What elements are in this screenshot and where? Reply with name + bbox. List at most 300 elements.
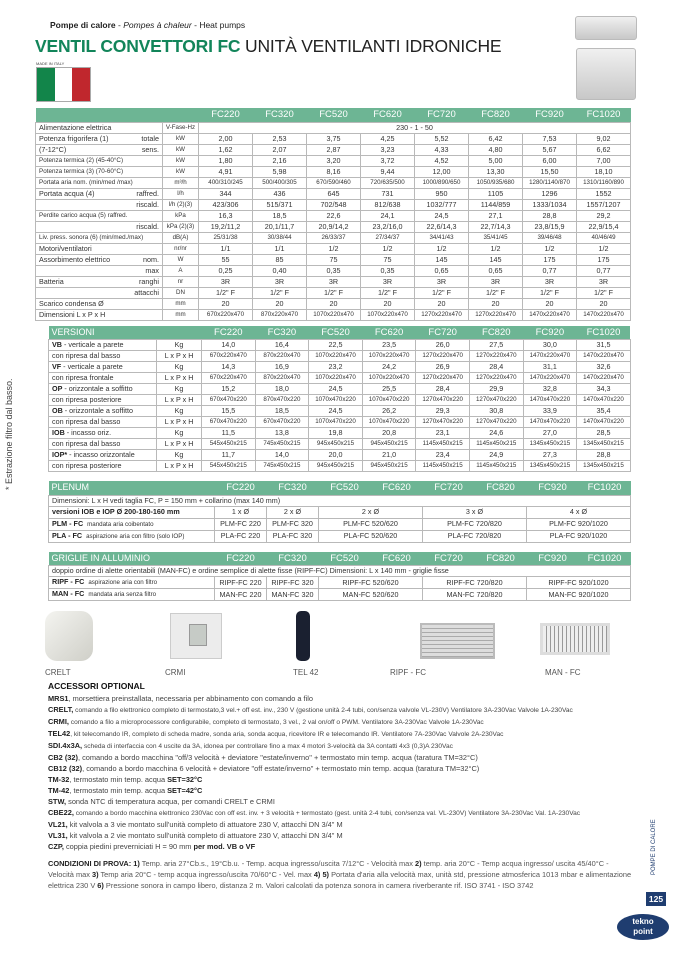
value-cell: 14,0 [255,450,309,461]
value-cell: 3R [253,276,307,287]
value-cell: 3R [199,276,253,287]
value-cell: 3R [469,276,523,287]
value-cell: 14,3 [202,362,256,373]
value-cell: 6,42 [469,133,523,144]
value-cell: 26,9 [416,362,470,373]
accessory-desc: , morsettiera preinstallata, necessaria per abbinamento con comando a filo [68,694,313,703]
product-label: MAN - FC [545,668,581,677]
label-sub: raffred. [136,188,159,198]
label-sub: totale [141,133,159,143]
value-cell: 400/310/245 [199,177,253,188]
row-label [36,309,163,320]
model-header: FC320 [267,481,319,495]
version-label [49,340,157,351]
model-header: FC720 [423,481,475,495]
value-cell: 23,4 [416,450,470,461]
value-cell: 20 [577,298,631,309]
value-cell: 28,4 [416,384,470,395]
row-label [36,232,163,243]
version-code: IOB [52,428,65,437]
value-cell: 3 x Ø [423,506,527,518]
value-cell: 175 [523,254,577,265]
value-cell: 2,53 [253,133,307,144]
table-row [36,122,631,133]
label-sub: max [145,265,159,275]
value-cell: 145 [415,254,469,265]
accessory-item [48,796,643,807]
label-main: Perdite carico acqua (5) raffred. [39,211,128,219]
value-cell: 945x450x215 [309,461,363,472]
value-cell: 32,6 [577,362,631,373]
accessory-code: SDI.4x3A, [48,741,83,750]
value-cell: 28,8 [577,450,631,461]
value-cell: 23,2 [309,362,363,373]
value-cell: 3R [307,276,361,287]
model-header: FC720 [423,552,475,566]
value-cell: 670x220x470 [202,351,256,362]
value-cell: 27/34/37 [361,232,415,243]
value-cell: 1/2" F [415,287,469,298]
item-code: versioni IOB e IOP Ø 200-180-160 mm [52,506,180,516]
crmi-image [170,613,222,659]
value-cell: 4,80 [469,144,523,155]
version-desc: con ripresa dal basso [52,439,121,448]
value-cell: 945x450x215 [362,439,416,450]
value-cell: 2,16 [253,155,307,166]
accessory-item [48,740,643,752]
value-cell: 645 [307,188,361,199]
accessory-item [48,830,643,841]
label-main: Alimentazione elettrica [39,122,112,132]
version-label [49,461,157,472]
side-note: * Estrazione filtro dal basso. [4,378,14,490]
value-cell: 26/33/37 [307,232,361,243]
row-label-wrap [39,134,159,144]
value-cell: 436 [253,188,307,199]
value-cell: 9,44 [361,166,415,177]
value-cell: 1280/1140/870 [523,177,577,188]
value-cell: 1270x220x470 [469,309,523,320]
value-cell: 1070x220x470 [362,351,416,362]
value-cell: 2 x Ø [267,506,319,518]
conditions-label: CONDIZIONI DI PROVA: [48,859,132,868]
row-label-wrap [39,145,159,155]
item-desc: mandata aria senza filtro [88,591,157,598]
value-cell: 1470x220x470 [577,373,631,384]
version-code: IOP* [52,450,68,459]
table-row [49,461,631,472]
value-cell: 39/46/48 [523,232,577,243]
accessory-code: TM-42 [48,786,70,795]
row-label [36,265,163,276]
value-cell: 2 x Ø [319,506,423,518]
product-label: TEL 42 [293,668,319,677]
value-cell: PLM-FC 320 [267,518,319,530]
value-cell: 670x470x220 [202,395,256,406]
value-cell: 23,5 [362,340,416,351]
condition-text: temp. aria 20°C - Temp acqua ingresso/ uscita 45/40°C - Velocità max [48,859,609,879]
accessory-desc: sonda NTC di temperatura acqua, per comandi CRELT e CRMI [66,797,275,806]
value-cell: 1070x220x470 [309,351,363,362]
row-label [49,506,215,518]
label-sub: riscald. [136,221,159,231]
value-cell: 5,67 [523,144,577,155]
accessory-code: STW, [48,797,67,806]
row-label-wrap [39,299,159,309]
value-cell: PLM-FC 920/1020 [527,518,631,530]
value-cell: 32,8 [523,384,577,395]
label-main: Potenza frigorifera (1) [39,133,109,143]
unit-cell: l/h [163,188,199,199]
table-row [36,210,631,221]
accessory-note: SET=42°C [167,786,203,795]
floor-unit-image [576,48,636,100]
value-cell: 6,62 [577,144,631,155]
ceiling-unit-image [575,16,637,40]
label-main: Potenza termica (3) (70-60°C) [39,167,124,175]
title-green: VENTIL CONVETTORI FC [35,36,241,56]
row-label-wrap [39,200,159,210]
model-header: FC520 [307,108,361,122]
accessory-code: VL21, [48,820,68,829]
row-label-wrap [39,244,159,254]
unit-cell: kPa [163,210,199,221]
model-header: FC720 [416,326,470,340]
model-header: FC620 [362,326,416,340]
condition-text: Temp. aria 27°Cb.s., 19°Cb.u. - Temp. acqua ingresso/uscita 7/12°C - Velocità max [139,859,413,868]
value-cell: 1144/859 [469,199,523,210]
value-cell: 670/590/460 [307,177,361,188]
value-cell: 5,52 [415,133,469,144]
value-cell: 3,23 [361,144,415,155]
value-cell: 16,4 [255,340,309,351]
row-label-wrap [39,222,159,232]
item-code: PLA - FC [52,530,83,540]
accessory-code: CRELT, [48,705,74,714]
value-cell: 34/41/43 [415,232,469,243]
accessory-desc: comando a bordo macchina elettronico 230Vac con off est. inv. + 3 velocità + termostato (gest. unità 2-4 tubi, con/senza val. VL-230V) Ventilatore 3A-230Vac Val. 1A-230Vac [73,810,581,817]
value-cell: 1270x220x470 [416,373,470,384]
crelt-image [45,611,93,661]
row-label [36,254,163,265]
row-label-wrap [39,266,159,276]
value-cell: 20 [361,298,415,309]
model-header: FC620 [371,481,423,495]
value-cell: 1345x450x215 [523,439,577,450]
value-cell: 812/638 [361,199,415,210]
version-label [49,439,157,450]
unit-cell: kW [163,155,199,166]
value-cell: 1070x220x470 [361,309,415,320]
unit-cell: L x P x H [157,461,202,472]
table-header [49,481,631,495]
value-cell: 30,0 [523,340,577,351]
version-code: VB [52,340,62,349]
value-cell: 11,5 [202,428,256,439]
value-cell: 19,2/11,2 [199,221,253,232]
model-header: FC620 [361,108,415,122]
value-cell: 230 - 1 - 50 [199,122,631,133]
value-cell: 75 [361,254,415,265]
table-row [49,518,631,530]
version-label [49,450,157,461]
product-images-row [0,609,677,681]
accessory-item [48,693,643,704]
made-in-italy-label: MADE IN ITALY [36,61,65,66]
value-cell: 1,80 [199,155,253,166]
value-cell: 515/371 [253,199,307,210]
accessory-item [48,807,643,819]
label-sub: attacchi [134,287,159,297]
tel42-remote-image [296,611,310,661]
unit-cell: nr [163,276,199,287]
product-label: RIPF - FC [390,668,426,677]
value-cell: 1145x450x215 [469,439,523,450]
item-code: PLM - FC [52,518,84,528]
value-cell: 1/1 [199,243,253,254]
row-label-wrap [39,178,159,188]
value-cell: 25,5 [362,384,416,395]
unit-cell: kW [163,166,199,177]
accessory-desc: kit valvola a 3 vie montato sull'unità completo di attuatore 230 V, attacchi DN 3/4" M [67,820,343,829]
value-cell: 22,5 [309,340,363,351]
table-row [49,428,631,439]
value-cell: 1310/1160/890 [577,177,631,188]
value-cell: 18,5 [253,210,307,221]
value-cell: 1557/1207 [577,199,631,210]
model-header: FC820 [469,326,523,340]
value-cell: 13,30 [469,166,523,177]
table-row [36,265,631,276]
unit-cell: A [163,265,199,276]
value-cell: 0,65 [415,265,469,276]
value-cell: 1070x220x470 [362,373,416,384]
value-cell: 423/306 [199,199,253,210]
condition-text: Pressione sonora in campo libero, distanza 2 m. Valori calcolati da potenza sonora in camera riverberante rif. ISO 3741 - ISO 3742 [103,881,534,890]
table-header [49,552,631,566]
value-cell: 22,6/14,3 [415,221,469,232]
table-row [36,232,631,243]
value-cell: 500/400/305 [253,177,307,188]
item-desc: mandata aria coibentato [87,520,154,528]
value-cell: 33,9 [523,406,577,417]
table-row [36,221,631,232]
accessory-code: CB2 (32) [48,753,78,762]
value-cell: 20,8 [362,428,416,439]
model-header: FC920 [527,481,579,495]
model-header: FC720 [415,108,469,122]
version-desc: con ripresa dal basso [52,351,121,360]
label-main: Dimensioni L x P x H [39,309,106,319]
italian-flag-icon [36,67,91,102]
specs-table [35,108,631,321]
value-cell: 4,91 [199,166,253,177]
versions-table [48,326,631,473]
value-cell: 27,5 [469,340,523,351]
value-cell: PLA-FC 520/620 [319,530,423,542]
unit-cell: kPa (2)(3) [163,221,199,232]
accessory-note: SET=32°C [167,775,203,784]
unit-cell: L x P x H [157,417,202,428]
accessories-section [48,681,643,852]
table-row [36,188,631,199]
row-label [36,166,163,177]
model-header: FC1020 [577,326,631,340]
value-cell: 3,72 [361,155,415,166]
condition-number: 1) [131,859,140,868]
value-cell: 2,00 [199,133,253,144]
note-cell: Dimensioni: L x H vedi taglia FC, P = 150 mm + collarino (max 140 mm) [49,495,631,506]
row-label [49,518,215,530]
row-label [36,177,163,188]
value-cell: 20 [199,298,253,309]
value-cell: 670x470x220 [202,417,256,428]
value-cell: 30/38/44 [253,232,307,243]
value-cell: 26,0 [416,340,470,351]
table-row [49,351,631,362]
unit-cell: Kg [157,384,202,395]
version-desc: - verticale a parete [61,362,123,371]
value-cell: 1/2" F [307,287,361,298]
accessory-code: TM-32 [48,775,70,784]
value-cell: 12,00 [415,166,469,177]
label-main: Scarico condensa Ø [39,298,104,308]
value-cell: 29,3 [416,406,470,417]
accessory-desc: , comando a bordo macchina 6 velocità + deviatore "off estate/inverno" + termostato min temp. acqua (taratura TM=32°C) [82,764,480,773]
version-code: OB [52,406,63,415]
version-label [49,395,157,406]
row-label [36,133,163,144]
value-cell: 19,8 [309,428,363,439]
accessory-item [48,728,643,740]
accessory-item [48,763,643,774]
value-cell: 745x450x215 [255,461,309,472]
value-cell: 55 [199,254,253,265]
value-cell: 1070x220x470 [307,309,361,320]
accessory-note: per mod. VB o VF [193,842,256,851]
unit-cell: L x P x H [157,439,202,450]
value-cell: 745x450x215 [255,439,309,450]
header-title: PLENUM [49,481,215,495]
table-row [36,254,631,265]
value-cell: 870x220x470 [255,351,309,362]
row-label-wrap [39,233,159,243]
row-label [49,577,215,589]
accessory-code: VL31, [48,831,68,840]
table-row [49,506,631,518]
model-header: FC820 [475,552,527,566]
value-cell: 18,10 [577,166,631,177]
model-header: FC820 [469,108,523,122]
item-desc: aspirazione aria con filtro [88,579,158,586]
value-cell: 1470x470x220 [523,417,577,428]
version-code: OP [52,384,63,393]
row-label [36,243,163,254]
accessories-title: ACCESSORI OPTIONAL [48,681,145,691]
value-cell: 1/1 [253,243,307,254]
value-cell: MAN-FC 320 [267,589,319,601]
row-label [36,210,163,221]
row-label [36,221,163,232]
value-cell: MAN-FC 720/820 [423,589,527,601]
table-row [36,166,631,177]
value-cell: 3R [523,276,577,287]
product-label: CRMI [165,668,186,677]
label-sub: sens. [141,144,159,154]
value-cell: 1470x470x220 [577,417,631,428]
category-it: Pompe di calore [50,20,116,30]
value-cell: 1/2" F [523,287,577,298]
accessory-desc: coppia piedini preverniciati H = 90 mm [63,842,194,851]
value-cell: 23,8/15,9 [523,221,577,232]
item-code: MAN - FC [52,589,85,598]
value-cell: 28,5 [577,428,631,439]
accessory-item [48,819,643,830]
value-cell: RIPF-FC 920/1020 [527,577,631,589]
unit-cell: Kg [157,450,202,461]
value-cell: 1070x470x220 [309,417,363,428]
value-cell: RIPF-FC 220 [215,577,267,589]
unit-cell: kW [163,144,199,155]
table-row [36,287,631,298]
value-cell: 20,0 [309,450,363,461]
condition-number: 2) [413,859,422,868]
value-cell: 1/2 [577,243,631,254]
row-label-wrap [39,167,159,177]
value-cell: 24,1 [361,210,415,221]
value-cell: 1145x450x215 [416,439,470,450]
ripf-grille-image [420,623,495,659]
value-cell: 1/2 [307,243,361,254]
accessory-item [48,841,643,852]
unit-cell: L x P x H [157,373,202,384]
value-cell: 3,20 [307,155,361,166]
value-cell: RIPF-FC 520/620 [319,577,423,589]
unit-cell: mm [163,298,199,309]
value-cell: PLM-FC 720/820 [423,518,527,530]
value-cell: 1470x220x470 [523,373,577,384]
value-cell: 3R [577,276,631,287]
value-cell: 20 [415,298,469,309]
value-cell: 1296 [523,188,577,199]
model-header: FC220 [215,481,267,495]
value-cell: 545x450x215 [202,439,256,450]
label-main: Motori/ventilatori [39,243,92,253]
version-desc: - verticale a parete [62,340,124,349]
version-label [49,406,157,417]
value-cell: 1070x220x470 [309,373,363,384]
unit-cell: nr/nr [163,243,199,254]
row-label [36,144,163,155]
version-desc: con ripresa posteriore [52,395,122,404]
value-cell: 0,65 [469,265,523,276]
value-cell: 1 x Ø [215,506,267,518]
item-code: RIPF - FC [52,577,85,586]
model-header: FC220 [215,552,267,566]
accessory-item [48,704,643,716]
value-cell: 4,25 [361,133,415,144]
row-label [36,188,163,199]
unit-cell: Kg [157,340,202,351]
label-sub: ranghi [139,276,159,286]
value-cell: 702/548 [307,199,361,210]
value-cell: 27,0 [523,428,577,439]
product-label: CRELT [45,668,71,677]
value-cell: 0,35 [361,265,415,276]
value-cell: 950 [415,188,469,199]
label-main: Portata aria nom. (min/med /max) [39,178,133,186]
version-desc: - orizzontale a soffitto [62,384,133,393]
